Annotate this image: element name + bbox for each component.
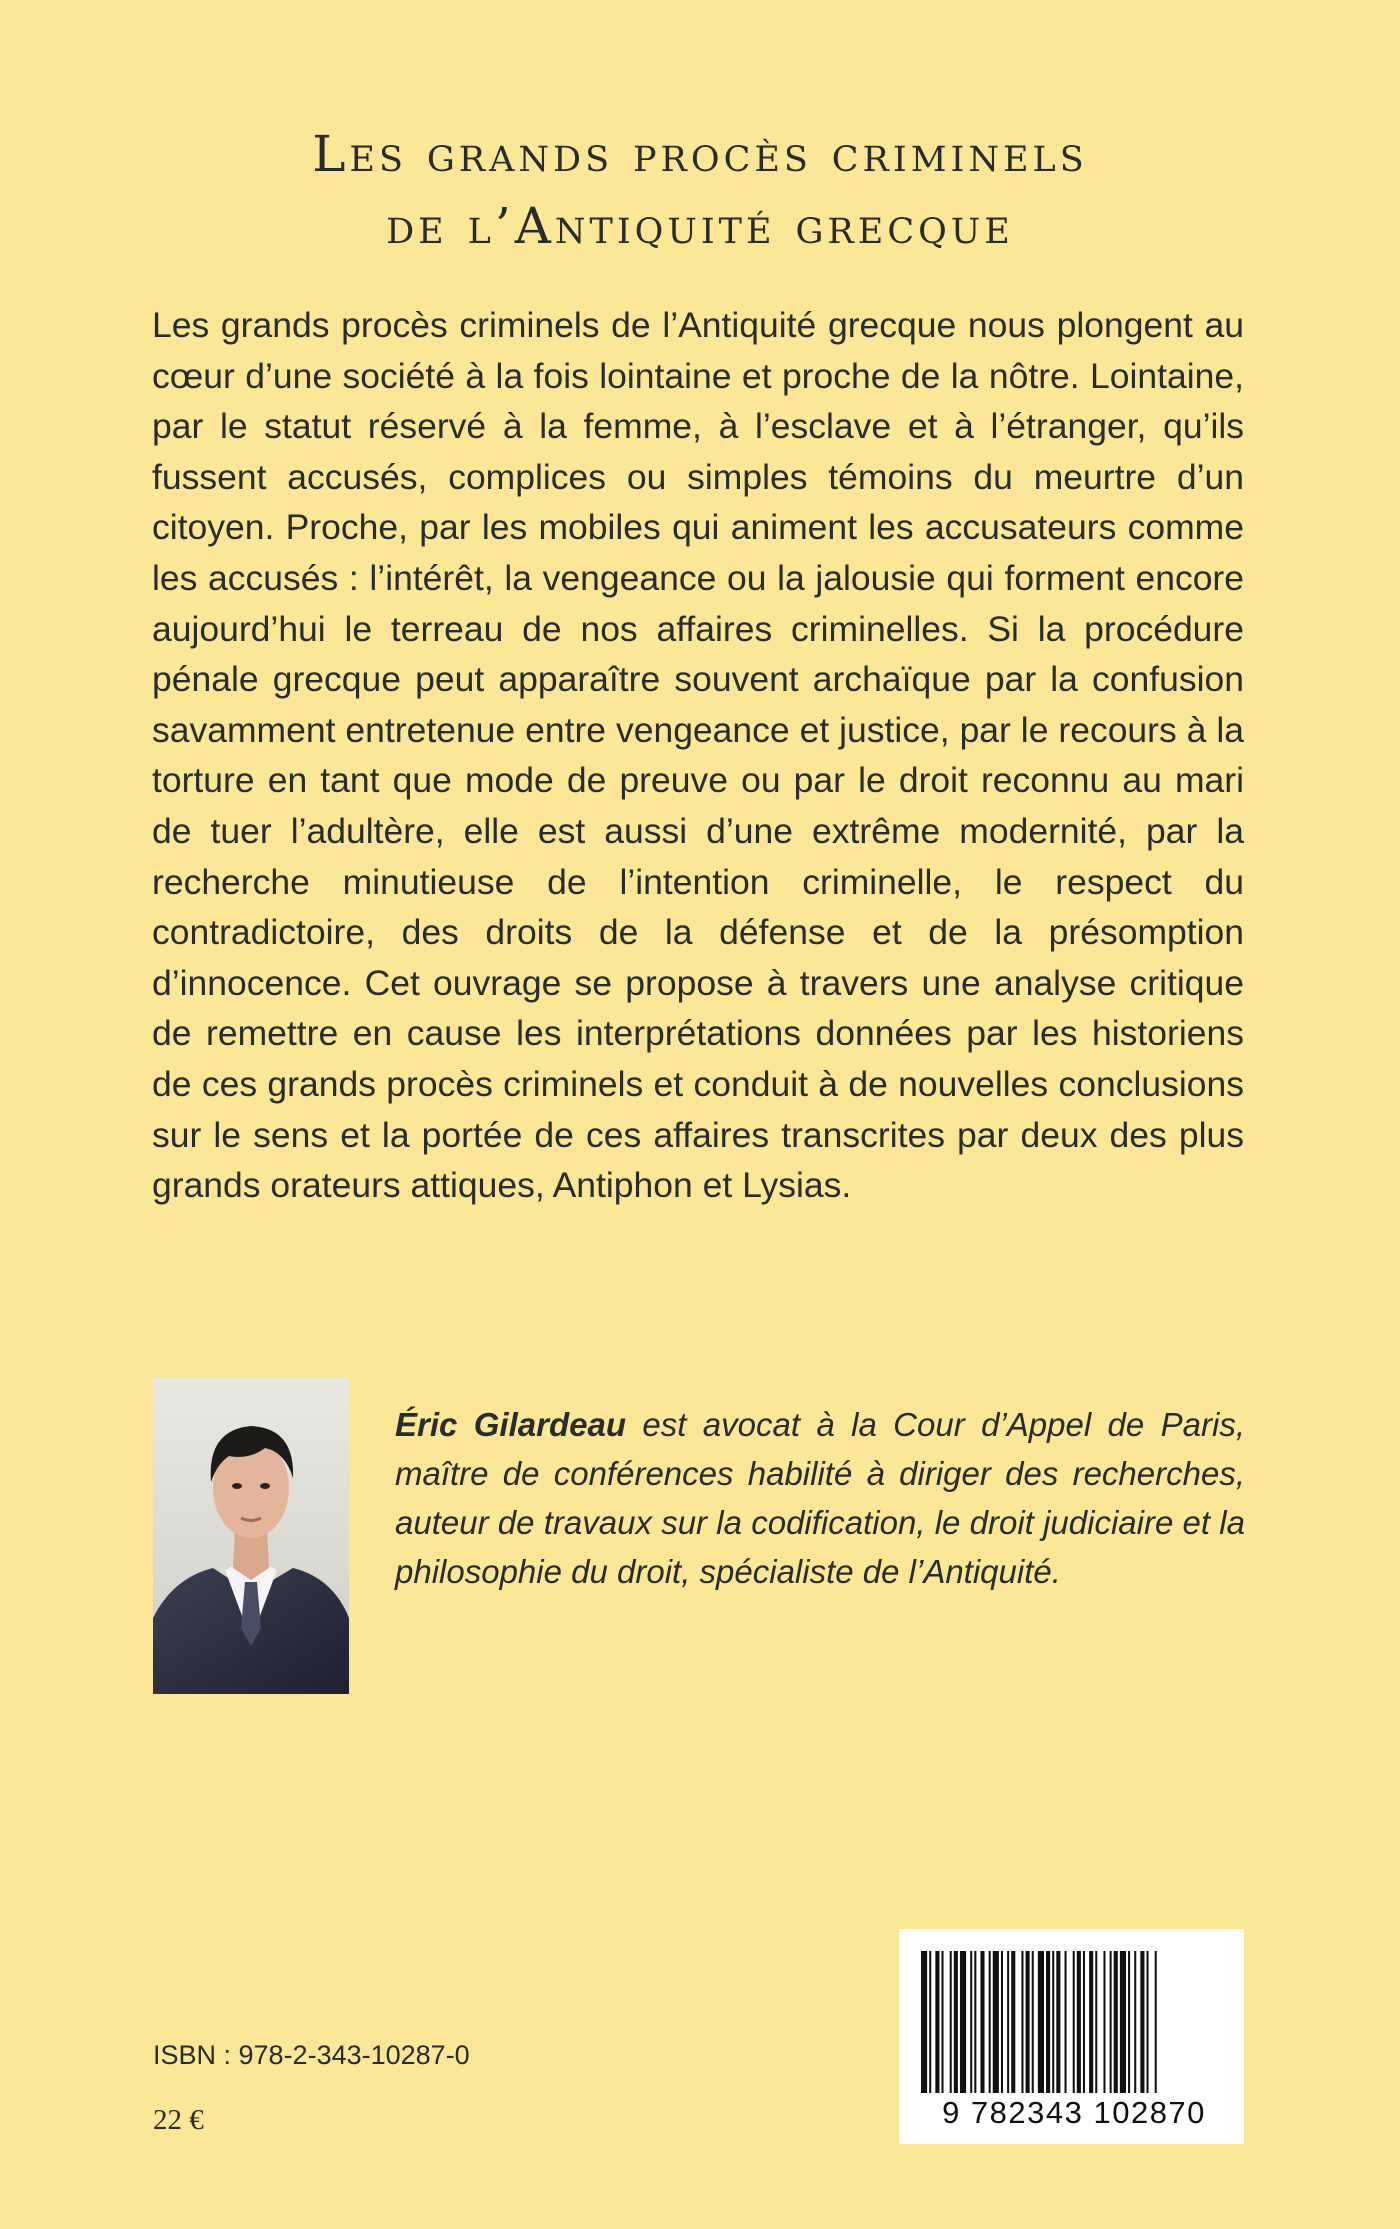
- barcode-bar: [1077, 1951, 1081, 2093]
- barcode-bar: [1089, 1951, 1093, 2093]
- isbn: ISBN : 978-2-343-10287-0: [153, 2040, 470, 2070]
- barcode-bar: [970, 1951, 972, 2093]
- barcode-bar: [1095, 1951, 1097, 2093]
- barcode-bar: [974, 1951, 976, 2093]
- barcode-bar: [1155, 1951, 1157, 2093]
- author-bio-text: est avocat à la Cour d’Appel de Paris, maître de conférences habilité à diriger des recherches, auteur de travaux sur la codification, le droit judiciaire et la philosophie du droit, spécialiste de l’Antiquité.: [395, 1406, 1245, 1590]
- barcode-bar: [1046, 1951, 1050, 2093]
- barcode-bar: [1011, 1951, 1015, 2093]
- barcode-bar: [1032, 1951, 1034, 2093]
- barcode-bar: [942, 1951, 944, 2093]
- barcode-bar: [1134, 1951, 1136, 2093]
- book-synopsis: Les grands procès criminels de l’Antiquité grecque nous plongent au cœur d’une société à la fois lointaine et proche de la nôtre. Lointaine, par le statut réservé à la femme, à l’esclave et à l’étranger, qu’ils fussent accusés, complices ou simples témoins du meurtre d’un citoyen. Proche, par les mobiles qui animent les accusateurs comme les accusés : l’intérêt, la vengeance ou la jalousie qui forment encore aujourd’hui le terreau de nos affaires criminelles. Si la procédure pénale grecque peut apparaître souvent archaïque par la confusion savamment entretenue entre vengeance et justice, par le recours à la torture en tant que mode de preuve ou par le droit reconnu au mari de tuer l’adultère, elle est aussi d’une extrême modernité, par la recherche minutieuse de l’intention criminelle, le respect du contradictoire, des droits de la défense et de la présomption d’innocence. Cet ouvrage se propose à travers une analyse critique de remettre en cause les interprétations données par les historiens de ces grands procès criminels et conduit à de nouvelles conclusions sur le sens et la portée de ces affaires transcrites par deux des plus grands orateurs attiques, Antiphon et Lysias.: [152, 305, 1244, 1206]
- barcode-bar: [1007, 1951, 1009, 2093]
- barcode-bar: [950, 1951, 952, 2093]
- barcode-bar: [1056, 1951, 1060, 2093]
- barcode-bar: [929, 1951, 931, 2093]
- barcode-bar: [960, 1951, 966, 2093]
- barcode-bar: [1038, 1951, 1044, 2093]
- barcode-bar: [1114, 1951, 1118, 2093]
- barcode-bar: [1065, 1951, 1067, 2093]
- author-portrait-image: [153, 1378, 349, 1694]
- barcode-bar: [1001, 1951, 1003, 2093]
- book-title-line-2: de l’Antiquité grecque: [386, 197, 1014, 255]
- barcode: [899, 1929, 1244, 2144]
- book-title: [0, 118, 1400, 262]
- barcode-digits: 9 782343 102870: [942, 2095, 1206, 2130]
- barcode-bar: [989, 1951, 991, 2093]
- author-bio: [395, 1400, 1245, 1596]
- barcode-bar: [954, 1951, 958, 2093]
- barcode-bar: [1120, 1951, 1126, 2093]
- barcode-bar: [1026, 1951, 1030, 2093]
- barcode-bar: [1110, 1951, 1112, 2093]
- barcode-bar: [1140, 1951, 1144, 2093]
- author-name: Éric Gilardeau: [395, 1406, 626, 1443]
- barcode-bar: [1103, 1951, 1105, 2093]
- barcode-bar: [935, 1951, 939, 2093]
- author-photo: [153, 1378, 349, 1694]
- barcode-bar: [993, 1951, 999, 2093]
- barcode-bar: [1083, 1951, 1085, 2093]
- book-title-line-1: Les grands procès criminels: [312, 125, 1088, 183]
- barcode-bar: [1128, 1951, 1130, 2093]
- price: 22 €: [153, 2104, 204, 2136]
- barcode-bar: [1021, 1951, 1023, 2093]
- barcode-bar: [1147, 1951, 1149, 2093]
- barcode-bar: [1073, 1951, 1075, 2093]
- barcode-bar: [921, 1951, 927, 2093]
- barcode-bar: [980, 1951, 984, 2093]
- barcode-bar: [1052, 1951, 1054, 2093]
